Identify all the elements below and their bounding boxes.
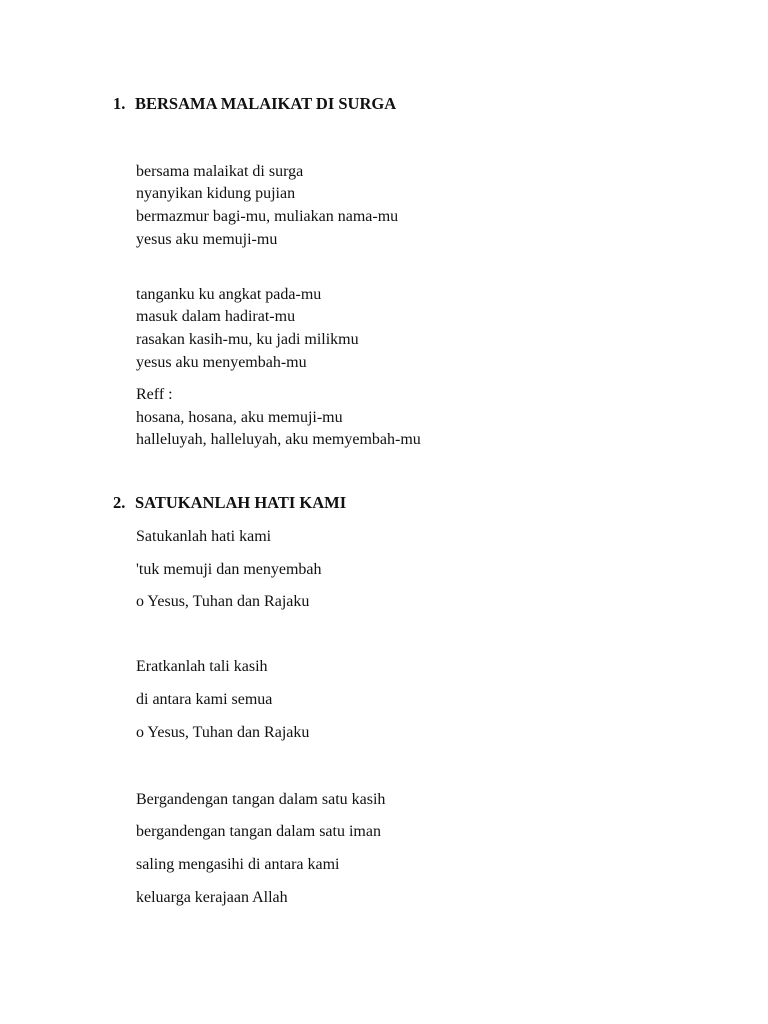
lyric-line: yesus aku memuji-mu: [136, 231, 278, 248]
lyric-line: bersama malaikat di surga: [136, 163, 304, 180]
lyric-line: keluarga kerajaan Allah: [136, 889, 288, 906]
lyric-line: o Yesus, Tuhan dan Rajaku: [136, 593, 310, 610]
lyric-line: rasakan kasih-mu, ku jadi milikmu: [136, 331, 359, 348]
lyric-line: 'tuk memuji dan menyembah: [136, 561, 322, 578]
lyric-line: bergandengan tangan dalam satu iman: [136, 823, 381, 840]
lyric-line: yesus aku menyembah-mu: [136, 354, 307, 371]
lyric-line: Satukanlah hati kami: [136, 528, 272, 545]
lyric-line: masuk dalam hadirat-mu: [136, 308, 296, 325]
song-1-number: 1.: [113, 94, 126, 113]
lyric-line: saling mengasihi di antara kami: [136, 856, 340, 873]
lyric-line: Bergandengan tangan dalam satu kasih: [136, 791, 386, 808]
reff-line: hosana, hosana, aku memuji-mu: [136, 409, 343, 426]
lyric-line: Eratkanlah tali kasih: [136, 658, 268, 675]
reff-label: Reff :: [136, 386, 173, 403]
lyric-line: di antara kami semua: [136, 691, 273, 708]
song-2-number: 2.: [113, 493, 126, 512]
lyric-line: nyanyikan kidung pujian: [136, 185, 296, 202]
song-1-heading: [113, 94, 397, 114]
lyric-line: o Yesus, Tuhan dan Rajaku: [136, 724, 310, 741]
song-1-title: BERSAMA MALAIKAT DI SURGA: [135, 94, 397, 113]
reff-line: halleluyah, halleluyah, aku memyembah-mu: [136, 431, 421, 448]
lyric-line: bermazmur bagi-mu, muliakan nama-mu: [136, 208, 399, 225]
song-2-title: SATUKANLAH HATI KAMI: [135, 493, 347, 512]
lyric-line: tanganku ku angkat pada-mu: [136, 286, 322, 303]
song-2-heading: [113, 493, 347, 513]
